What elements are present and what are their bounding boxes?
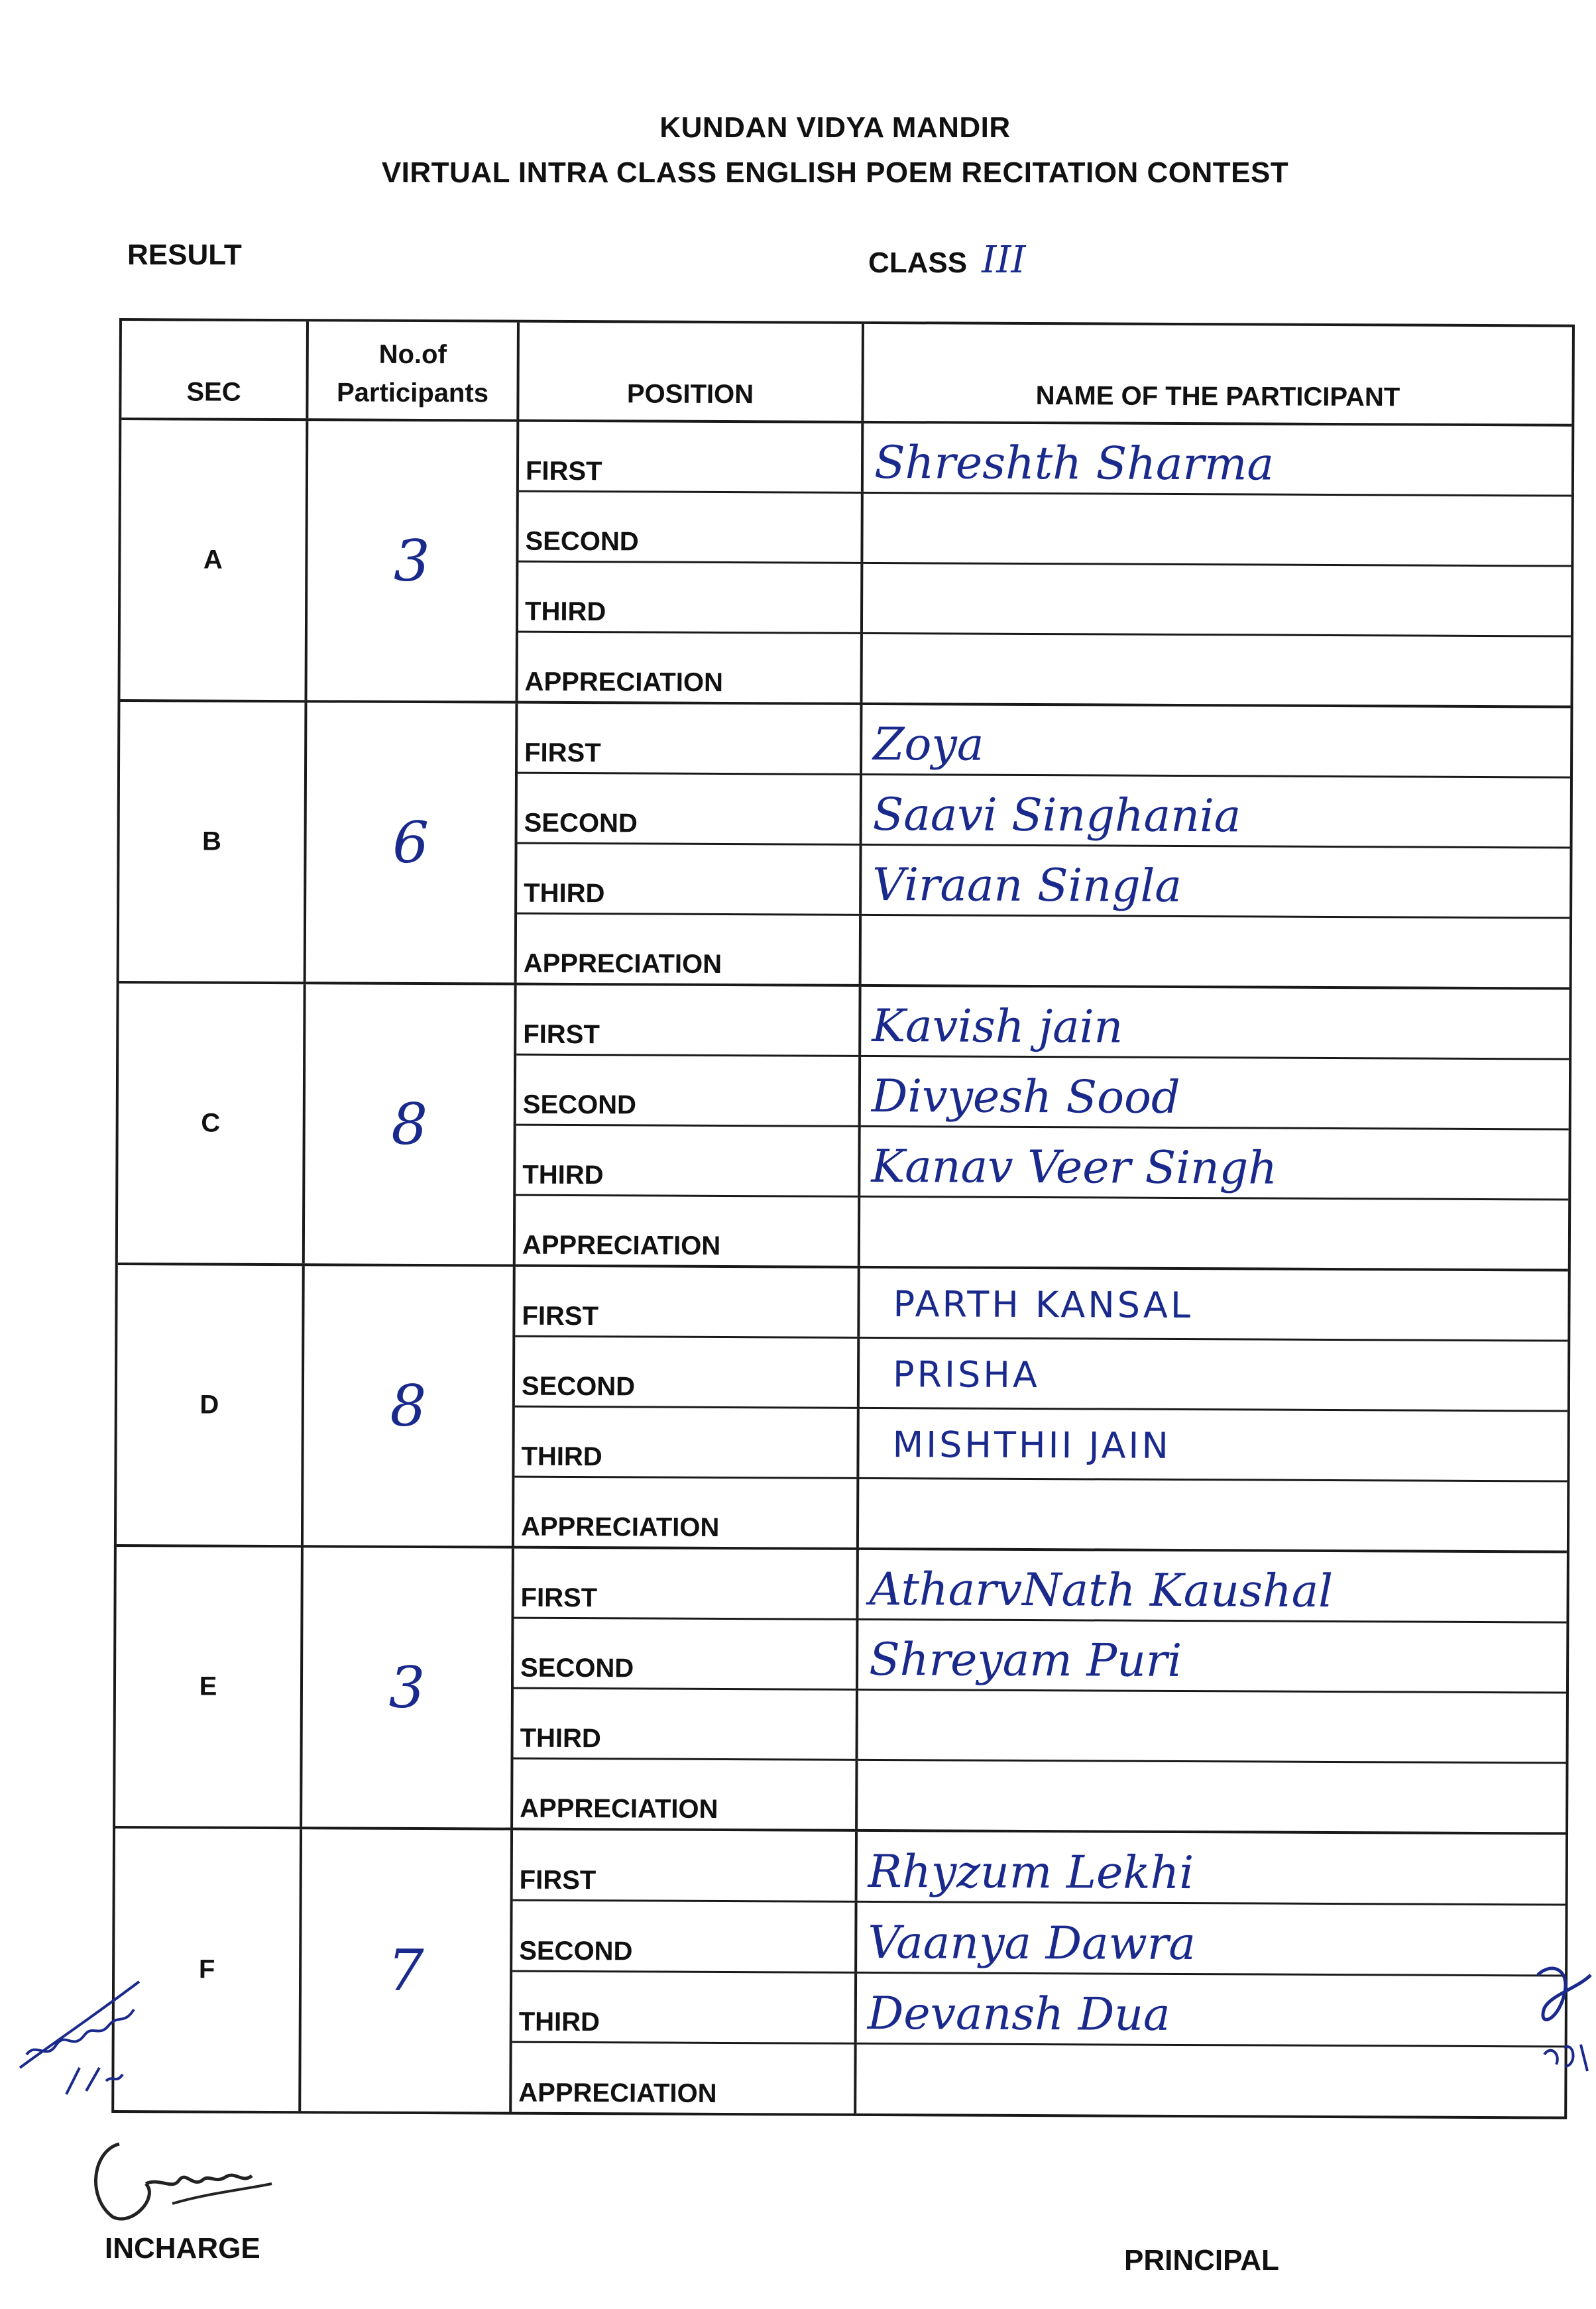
section-f — [114, 1829, 1566, 2117]
table-row — [513, 1760, 1566, 1832]
table-row — [518, 492, 1571, 567]
table-row — [518, 633, 1570, 706]
participant-name — [862, 916, 1569, 987]
participant-name: Kanav Veer Singh — [871, 1140, 1278, 1195]
class-field — [868, 239, 1026, 282]
position-rows — [516, 986, 1569, 1269]
class-teacher-initials — [7, 1962, 159, 2108]
position-rows — [517, 704, 1571, 987]
section-letter: C — [118, 984, 306, 1263]
position-label: APPRECIATION — [512, 2043, 856, 2113]
position-rows — [513, 1549, 1567, 1832]
participant-name — [860, 1198, 1568, 1269]
participant-count: 3 — [302, 1548, 514, 1827]
table-header — [121, 321, 1572, 427]
section-letter: F — [114, 1829, 302, 2111]
table-row — [513, 1830, 1566, 1906]
class-value: III — [982, 239, 1026, 282]
school-name: KUNDAN VIDYA MANDIR — [659, 111, 1011, 144]
table-row — [518, 774, 1570, 849]
col-header-participants-line2: Participants — [336, 378, 489, 408]
participant-name — [862, 634, 1570, 706]
position-label: THIRD — [516, 1126, 860, 1196]
position-label: FIRST — [519, 422, 864, 492]
participant-name — [856, 2045, 1564, 2117]
col-header-position: POSITION — [519, 323, 864, 421]
table-row — [515, 1337, 1568, 1412]
participant-name: Viraan Singla — [872, 858, 1182, 913]
participant-name: Kavish jain — [872, 999, 1123, 1054]
participant-name — [859, 1479, 1567, 1551]
table-row — [516, 1126, 1568, 1201]
principal-label: PRINCIPAL — [1124, 2244, 1279, 2277]
position-label: APPRECIATION — [518, 633, 862, 703]
table-row — [514, 1408, 1567, 1483]
position-label: APPRECIATION — [514, 1478, 859, 1548]
col-header-participants-line1: No.of — [378, 339, 447, 370]
position-label: THIRD — [514, 1689, 858, 1759]
participant-name: Saavi Singhania — [872, 788, 1241, 843]
participant-count: 6 — [306, 703, 518, 982]
position-label: THIRD — [514, 1408, 859, 1477]
table-row — [515, 1267, 1568, 1342]
position-label: SECOND — [516, 1056, 861, 1125]
participant-name: Rhyzum Lekhi — [868, 1845, 1194, 1900]
col-header-name: NAME OF THE PARTICIPANT — [1035, 381, 1400, 412]
participant-name: PARTH KANSAL — [893, 1283, 1194, 1327]
result-label: RESULT — [127, 239, 242, 271]
participant-name: AtharvNath Kaushal — [869, 1563, 1334, 1618]
table-row — [514, 1689, 1566, 1764]
participant-name — [858, 1761, 1566, 1832]
participant-name: Shreyam Puri — [869, 1633, 1182, 1688]
section-letter: E — [115, 1547, 304, 1827]
section-a — [120, 420, 1571, 708]
participant-name: MISHTHII JAIN — [892, 1424, 1171, 1467]
position-label: SECOND — [514, 1619, 858, 1689]
table-row — [514, 1478, 1567, 1551]
participant-name — [863, 494, 1571, 565]
table-row — [512, 1972, 1565, 2048]
section-d — [117, 1265, 1568, 1553]
participant-name — [863, 564, 1571, 636]
position-label: SECOND — [512, 1901, 857, 1972]
table-row — [517, 915, 1569, 987]
section-letter: B — [119, 702, 308, 982]
principal-initials — [1524, 1948, 1596, 2081]
participant-name: Zoya — [873, 718, 984, 771]
position-rows — [514, 1267, 1568, 1551]
results-table — [111, 318, 1575, 2119]
table-row — [519, 422, 1571, 497]
position-label: THIRD — [518, 563, 863, 632]
table-row — [516, 1056, 1569, 1131]
position-label: THIRD — [512, 1972, 857, 2043]
class-label: CLASS — [868, 247, 968, 279]
position-rows — [518, 422, 1571, 706]
table-row — [514, 1549, 1566, 1624]
position-label: FIRST — [515, 1267, 860, 1337]
position-label: SECOND — [518, 492, 863, 562]
position-label: THIRD — [517, 844, 862, 914]
position-label: APPRECIATION — [517, 915, 862, 984]
participant-name: Vaanya Dawra — [868, 1916, 1196, 1971]
table-row — [518, 704, 1570, 779]
incharge-label: INCHARGE — [105, 2232, 260, 2265]
section-b — [119, 702, 1571, 990]
table-row — [518, 563, 1571, 638]
position-label: APPRECIATION — [513, 1760, 858, 1829]
participant-count: 7 — [301, 1829, 513, 2112]
table-row — [517, 844, 1569, 919]
table-row — [512, 2043, 1564, 2117]
table-body — [114, 420, 1571, 2117]
contest-title: VIRTUAL INTRA CLASS ENGLISH POEM RECITATION CONTEST — [381, 156, 1289, 189]
section-letter: A — [120, 420, 308, 700]
section-c — [118, 984, 1569, 1272]
position-label: SECOND — [515, 1337, 860, 1407]
col-header-sec: SEC — [121, 321, 309, 418]
participant-name: Divyesh Sood — [871, 1070, 1180, 1124]
table-row — [516, 1196, 1568, 1269]
position-label: FIRST — [513, 1830, 858, 1901]
col-header-participants — [308, 321, 520, 419]
participant-name: PRISHA — [892, 1353, 1041, 1396]
position-label: SECOND — [518, 774, 862, 844]
section-letter: D — [117, 1265, 305, 1545]
position-label: FIRST — [516, 986, 861, 1055]
participant-count: 8 — [305, 984, 517, 1264]
participant-name: Devansh Dua — [867, 1987, 1170, 2041]
participant-count: 3 — [307, 421, 519, 701]
incharge-signature — [73, 2117, 285, 2230]
section-e — [115, 1547, 1567, 1835]
table-row — [512, 1901, 1565, 1977]
participant-count: 8 — [304, 1266, 516, 1546]
position-label: APPRECIATION — [516, 1196, 860, 1266]
table-row — [516, 986, 1569, 1060]
participant-name: Shreshth Sharma — [874, 436, 1275, 491]
position-rows — [512, 1830, 1566, 2117]
position-label: FIRST — [514, 1549, 858, 1618]
position-label: FIRST — [518, 704, 862, 773]
participant-name — [858, 1691, 1566, 1762]
table-row — [514, 1619, 1566, 1694]
